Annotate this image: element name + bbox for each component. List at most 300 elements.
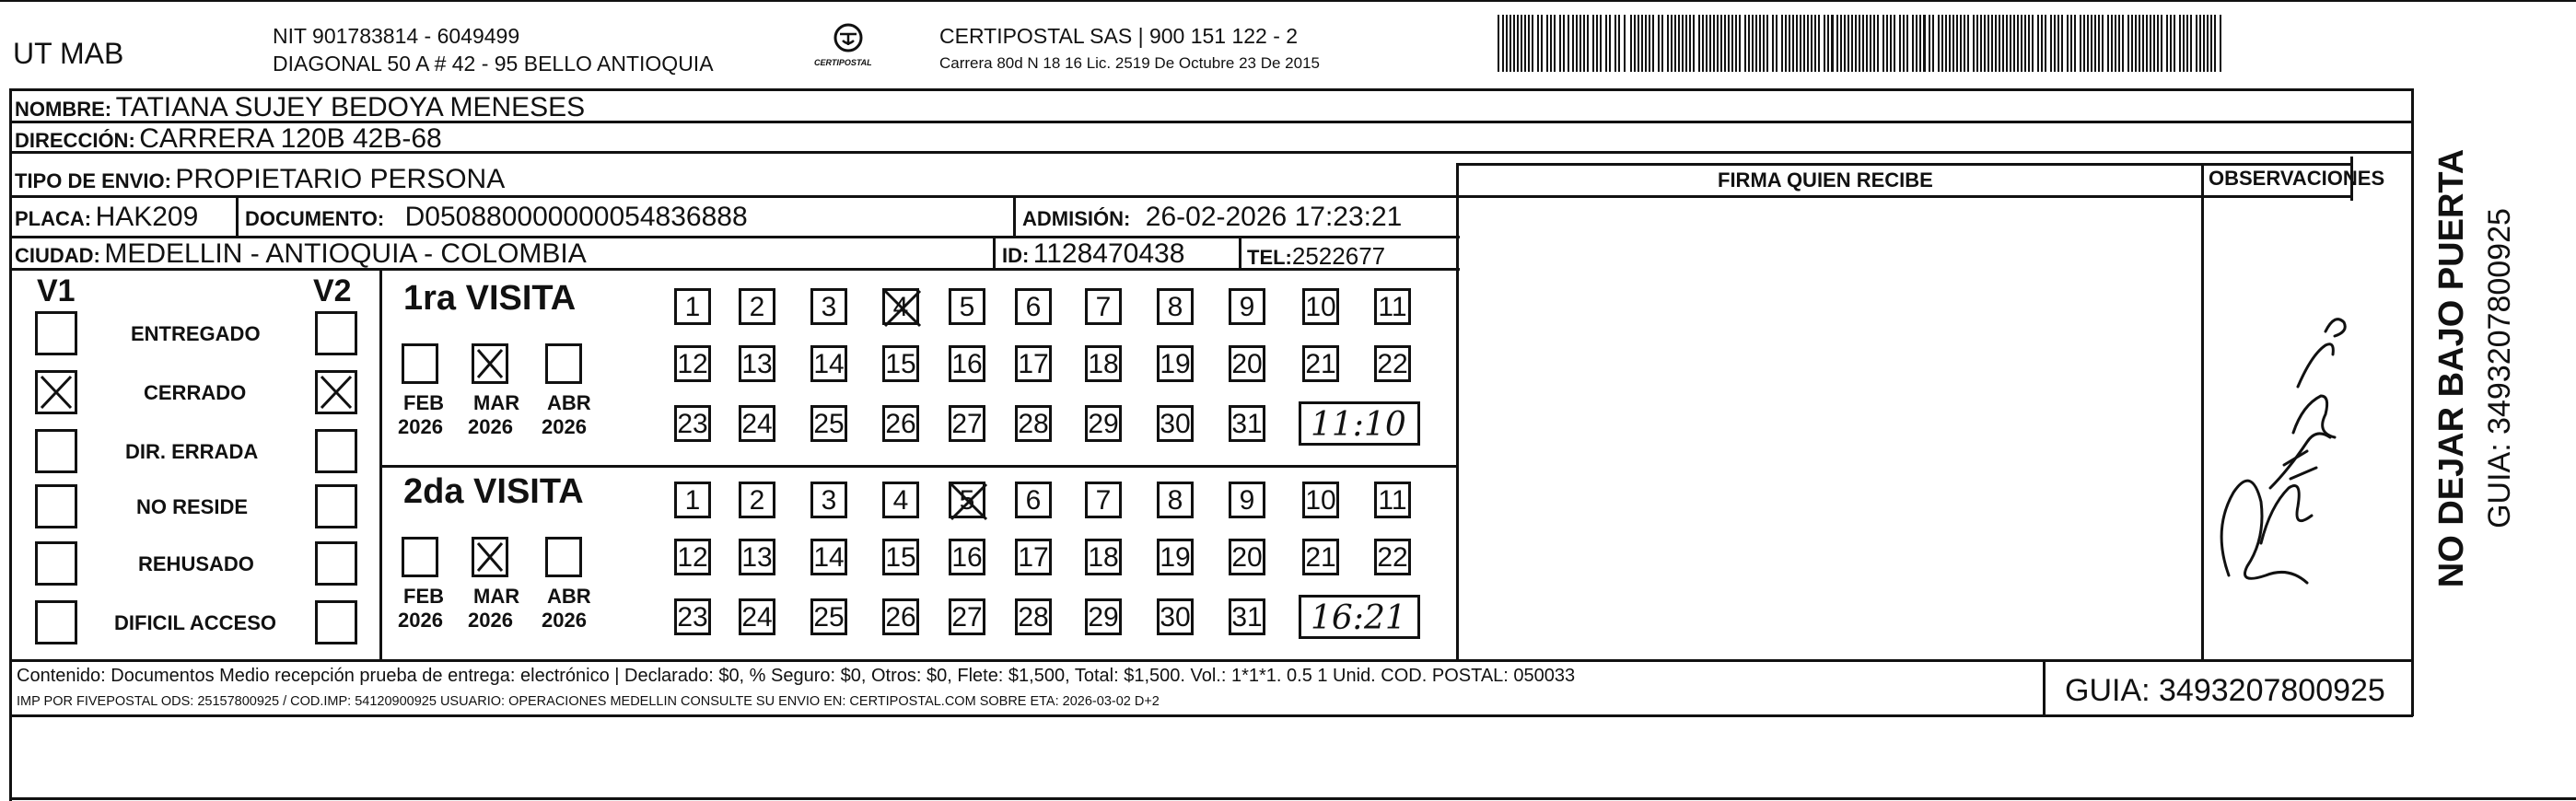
month-checkbox[interactable] — [402, 343, 438, 384]
status-label: ENTREGADO — [131, 322, 261, 345]
documento-row — [245, 203, 748, 231]
barcode-bar — [1873, 15, 1875, 72]
day-box[interactable] — [1229, 482, 1265, 518]
barcode-bar — [1550, 15, 1552, 72]
v1-checkbox[interactable] — [35, 370, 77, 414]
visit-title: 1ra VISITA — [403, 279, 577, 318]
day-box[interactable] — [1229, 345, 1265, 382]
day-box[interactable] — [1157, 345, 1194, 382]
barcode-bar — [1759, 15, 1761, 72]
company-name: UT MAB — [13, 37, 124, 70]
day-box[interactable] — [674, 482, 711, 518]
day-box[interactable] — [949, 345, 985, 382]
day-box[interactable] — [810, 405, 847, 442]
day-number: 17 — [1018, 349, 1049, 379]
row-line-3 — [9, 195, 2353, 198]
barcode-bar — [1724, 15, 1726, 72]
barcode-bar — [1984, 15, 1986, 72]
day-box[interactable] — [949, 288, 985, 325]
barcode-bar — [2214, 15, 2216, 72]
day-box[interactable] — [1085, 482, 1122, 518]
barcode-bar — [1685, 15, 1687, 72]
day-number: 6 — [1025, 292, 1042, 322]
month-checkbox[interactable] — [545, 343, 582, 384]
barcode-bar — [1713, 15, 1715, 72]
v2-header: V2 — [313, 273, 352, 308]
barcode-bar — [1532, 15, 1533, 72]
barcode-bar — [1912, 15, 1914, 72]
day-number: 1 — [684, 292, 701, 322]
handwritten-signature-icon — [2206, 267, 2353, 617]
barcode-bar — [1859, 15, 1860, 72]
ciudad-row — [15, 240, 587, 268]
barcode-bar — [2054, 15, 2056, 72]
visit-time-box[interactable] — [1299, 401, 1420, 446]
tipo-row — [15, 166, 505, 193]
day-number: 17 — [1018, 542, 1049, 573]
barcode-bar — [1976, 15, 1978, 72]
day-box[interactable] — [674, 345, 711, 382]
day-number: 12 — [677, 349, 708, 379]
barcode-bar — [1498, 15, 1499, 72]
day-number: 14 — [813, 542, 845, 573]
status-label: DIR. ERRADA — [125, 440, 259, 463]
day-box[interactable] — [1085, 405, 1122, 442]
day-number: 26 — [885, 602, 916, 633]
barcode-bar — [1513, 15, 1515, 72]
day-box[interactable] — [949, 539, 985, 575]
day-box[interactable] — [1374, 288, 1411, 325]
barcode-bar — [1634, 15, 1636, 72]
barcode-bar — [2161, 15, 2162, 72]
barcode-bar — [2122, 15, 2124, 72]
day-box[interactable] — [949, 482, 985, 518]
barcode-bar — [1906, 15, 1908, 72]
barcode-bar — [1579, 15, 1581, 72]
day-box[interactable] — [1229, 539, 1265, 575]
barcode-bar — [2139, 15, 2140, 72]
day-box[interactable] — [810, 598, 847, 635]
barcode-bar — [2002, 15, 2004, 72]
barcode-bar — [1658, 15, 1660, 72]
barcode-bar — [2196, 15, 2197, 72]
ciudad-label: CIUDAD: — [15, 244, 100, 267]
day-box[interactable] — [1157, 405, 1194, 442]
day-box[interactable] — [674, 405, 711, 442]
day-number: 6 — [1025, 485, 1042, 516]
barcode-bar — [1980, 15, 1982, 72]
month-year: 2026 — [398, 415, 443, 438]
barcode-bar — [1995, 15, 1997, 72]
day-number: 9 — [1239, 485, 1255, 516]
day-box[interactable] — [1015, 482, 1052, 518]
barcode-bar — [2061, 15, 2063, 72]
v1-checkbox[interactable] — [35, 429, 77, 473]
barcode-bar — [1524, 15, 1526, 72]
barcode-bar — [1827, 15, 1829, 72]
footer-top-line — [9, 659, 2413, 662]
barcode-bar — [1596, 15, 1598, 72]
barcode-bar — [1836, 15, 1838, 72]
day-box[interactable] — [1374, 539, 1411, 575]
day-box[interactable] — [739, 482, 775, 518]
barcode-bar — [1667, 15, 1669, 72]
barcode-bar — [1706, 15, 1708, 72]
barcode-bar — [1755, 15, 1757, 72]
barcode-bar — [1689, 15, 1691, 72]
barcode-bar — [1844, 15, 1846, 72]
side-guia-area — [2477, 110, 2524, 626]
day-number: 15 — [885, 542, 916, 573]
footer-imp: IMP POR FIVEPOSTAL ODS: 25157800925 / COD.IMP: 54120900925 USUARIO: OPERACIONES MEDELLIN CONSULTE SU ENVIO EN: CERTIPOSTAL.COM SOBRE ETA: 2026-03-02 D+2 — [17, 694, 1160, 709]
x-mark-icon — [38, 373, 75, 412]
barcode-bar — [2021, 15, 2022, 72]
day-box[interactable] — [1015, 345, 1052, 382]
day-box[interactable] — [1302, 288, 1339, 325]
barcode-bar — [1919, 15, 1921, 72]
day-number: 5 — [959, 485, 975, 516]
barcode-bar — [1521, 15, 1522, 72]
barcode-bar — [1728, 15, 1730, 72]
barcode-bar — [2135, 15, 2137, 72]
day-number: 13 — [741, 542, 773, 573]
lower-bottom-line — [9, 797, 2576, 800]
barcode-bar — [1967, 15, 1969, 72]
admision-value: 26-02-2026 17:23:21 — [1145, 202, 1403, 232]
barcode-bar — [1772, 15, 1774, 72]
footer-contenido: Contenido: Documentos Medio recepción prueba de entrega: electrónico | Declarado: $0, % Seguro: $0, Otros: $0, Flete: $1,500, Total: $1,500. Vol.: 1*1*1. 0.5 1 Unid. COD. POSTAL: 050033 — [17, 666, 1576, 686]
day-box[interactable] — [1374, 482, 1411, 518]
v1-checkbox[interactable] — [35, 600, 77, 644]
company-address: DIAGONAL 50 A # 42 - 95 BELLO ANTIOQUIA — [273, 52, 714, 75]
top-edge — [0, 0, 2576, 2]
visit-time-box[interactable] — [1299, 595, 1420, 639]
day-number: 3 — [821, 292, 837, 322]
visit-divider — [379, 465, 1459, 468]
day-number: 23 — [677, 602, 708, 633]
barcode-bar — [1890, 15, 1892, 72]
day-number: 23 — [677, 409, 708, 439]
day-number: 19 — [1160, 349, 1191, 379]
day-number: 18 — [1088, 349, 1119, 379]
frame-right-line — [2411, 88, 2414, 716]
day-box[interactable] — [882, 598, 919, 635]
barcode-bar — [1932, 15, 1934, 72]
barcode-bar — [2080, 15, 2081, 72]
barcode-bar — [1624, 15, 1626, 72]
day-box[interactable] — [882, 288, 919, 325]
barcode-bar — [1614, 15, 1616, 72]
barcode-bar — [2183, 15, 2185, 72]
barcode-bar — [1831, 15, 1834, 72]
day-number: 26 — [885, 409, 916, 439]
day-number: 30 — [1160, 409, 1191, 439]
day-box[interactable] — [882, 539, 919, 575]
barcode-bar — [1807, 15, 1809, 72]
nombre-row — [15, 94, 585, 122]
barcode-bar — [2150, 15, 2151, 72]
barcode-bar — [1763, 15, 1765, 72]
status-label: REHUSADO — [138, 552, 254, 575]
barcode-bar — [2142, 15, 2144, 72]
logo-text: CERTIPOSTAL — [814, 58, 872, 67]
day-box[interactable] — [810, 288, 847, 325]
firma-header: FIRMA QUIEN RECIBE — [1718, 168, 1933, 192]
day-number: 2 — [749, 485, 765, 516]
barcode-bar — [1546, 15, 1548, 72]
barcode-bar — [1638, 15, 1639, 72]
barcode-bar — [2131, 15, 2133, 72]
barcode-bar — [1671, 15, 1673, 72]
barcode-bar — [1702, 15, 1704, 72]
barcode-bar — [1559, 15, 1561, 72]
day-number: 12 — [677, 542, 708, 573]
carrier-logo — [810, 22, 886, 74]
barcode-bar — [1674, 15, 1676, 72]
day-number: 13 — [741, 349, 773, 379]
day-box[interactable] — [810, 345, 847, 382]
documento-label: DOCUMENTO: — [245, 207, 385, 230]
day-box[interactable] — [1157, 598, 1194, 635]
v2-checkbox[interactable] — [315, 429, 357, 473]
barcode-bar — [2199, 15, 2201, 72]
day-number: 20 — [1231, 542, 1263, 573]
barcode-bar — [2083, 15, 2085, 72]
day-box[interactable] — [1015, 539, 1052, 575]
barcode-bar — [2017, 15, 2019, 72]
barcode-bar — [1592, 15, 1594, 72]
barcode-bar — [1960, 15, 1962, 72]
barcode-bar — [1886, 15, 1888, 72]
barcode-bar — [2146, 15, 2148, 72]
visit-title: 2da VISITA — [403, 472, 584, 511]
barcode-bar — [1576, 15, 1578, 72]
v2-checkbox[interactable] — [315, 600, 357, 644]
day-number: 29 — [1088, 409, 1119, 439]
month-checkbox[interactable] — [472, 343, 508, 384]
day-box[interactable] — [674, 288, 711, 325]
day-number: 18 — [1088, 542, 1119, 573]
day-box[interactable] — [1229, 598, 1265, 635]
day-number: 10 — [1305, 292, 1336, 322]
day-box[interactable] — [739, 405, 775, 442]
day-number: 31 — [1231, 409, 1263, 439]
day-number: 11 — [1378, 292, 1407, 322]
day-box[interactable] — [739, 539, 775, 575]
day-box[interactable] — [1157, 288, 1194, 325]
day-number: 22 — [1377, 542, 1408, 573]
day-box[interactable] — [1157, 482, 1194, 518]
id-divider — [993, 238, 996, 270]
firma-left-line — [1456, 163, 1459, 660]
day-box[interactable] — [810, 539, 847, 575]
nombre-value: TATIANA SUJEY BEDOYA MENESES — [115, 92, 586, 122]
v2-checkbox[interactable] — [315, 484, 357, 528]
barcode-bar — [1938, 15, 1940, 72]
barcode-bar — [1630, 15, 1632, 72]
barcode-bar — [2220, 15, 2221, 72]
firma-top-line — [1456, 163, 2353, 166]
barcode-bar — [1973, 15, 1975, 72]
barcode-bar — [1563, 15, 1565, 72]
day-box[interactable] — [739, 345, 775, 382]
footer-guia: GUIA: 3493207800925 — [2065, 673, 2385, 708]
v1-checkbox[interactable] — [35, 541, 77, 586]
barcode-bar — [2067, 15, 2069, 72]
day-box[interactable] — [882, 345, 919, 382]
barcode-bar — [1517, 15, 1519, 72]
barcode-bar — [2098, 15, 2100, 72]
tel-label: TEL: — [1247, 246, 1292, 269]
barcode-bar — [1541, 15, 1543, 72]
frame-left-line — [9, 88, 12, 714]
v1-checkbox[interactable] — [35, 484, 77, 528]
day-number: 8 — [1167, 485, 1183, 516]
day-box[interactable] — [1085, 345, 1122, 382]
day-number: 16 — [951, 349, 983, 379]
lower-left-line — [9, 714, 12, 801]
barcode-bar — [2057, 15, 2059, 72]
barcode-bar — [2210, 15, 2212, 72]
barcode-bar — [2153, 15, 2155, 72]
barcode-bar — [1814, 15, 1816, 72]
footer-bottom-line — [9, 714, 2413, 717]
day-box[interactable] — [882, 405, 919, 442]
barcode-bar — [1682, 15, 1684, 72]
day-number: 20 — [1231, 349, 1263, 379]
observaciones-signature — [2206, 267, 2353, 617]
barcode-bar — [2013, 15, 2015, 72]
barcode-bar — [1766, 15, 1768, 72]
barcode-bar — [2107, 15, 2109, 72]
barcode-bar — [1824, 15, 1825, 72]
barcode-bar — [1903, 15, 1905, 72]
month-checkbox[interactable] — [545, 537, 582, 577]
day-box[interactable] — [1374, 345, 1411, 382]
barcode-bar — [2050, 15, 2052, 72]
barcode-bar — [2074, 15, 2076, 72]
barcode-bar — [1803, 15, 1805, 72]
day-number: 4 — [892, 292, 909, 322]
day-box[interactable] — [882, 482, 919, 518]
v1-header: V1 — [37, 273, 76, 308]
barcode-bar — [1609, 15, 1611, 72]
v1-checkbox[interactable] — [35, 311, 77, 355]
day-number: 19 — [1160, 542, 1191, 573]
day-number: 3 — [821, 485, 837, 516]
day-number: 24 — [741, 409, 773, 439]
barcode-bar — [1882, 15, 1884, 72]
barcode-bar — [1735, 15, 1737, 72]
month-year: 2026 — [542, 415, 587, 438]
company-nit: NIT 901783814 - 6049499 — [273, 24, 520, 48]
day-box[interactable] — [739, 598, 775, 635]
day-box[interactable] — [1302, 345, 1339, 382]
day-box[interactable] — [674, 539, 711, 575]
barcode-bar — [1866, 15, 1868, 72]
barcode-bar — [1583, 15, 1585, 72]
day-box[interactable] — [1229, 288, 1265, 325]
day-number: 27 — [951, 409, 983, 439]
day-number: 24 — [741, 602, 773, 633]
visit-time: 11:10 — [1311, 406, 1406, 444]
barcode-bar — [2032, 15, 2034, 72]
day-box[interactable] — [1302, 482, 1339, 518]
month-checkbox[interactable] — [402, 537, 438, 577]
barcode-bar — [1949, 15, 1951, 72]
barcode-bar — [1652, 15, 1654, 72]
tipo-value: PROPIETARIO PERSONA — [175, 164, 506, 194]
barcode-bar — [1506, 15, 1508, 72]
carrier-license: Carrera 80d N 18 16 Lic. 2519 De Octubre 23 De 2015 — [939, 54, 1320, 72]
v2-checkbox[interactable] — [315, 370, 357, 414]
day-box[interactable] — [1085, 539, 1122, 575]
barcode-bar — [1785, 15, 1787, 72]
barcode-bar — [1717, 15, 1719, 72]
barcode-bar — [1941, 15, 1943, 72]
day-number: 14 — [813, 349, 845, 379]
day-box[interactable] — [674, 598, 711, 635]
barcode-bar — [1600, 15, 1602, 72]
barcode-bar — [2094, 15, 2096, 72]
barcode-bar — [2190, 15, 2192, 72]
barcode-bar — [1698, 15, 1700, 72]
day-box[interactable] — [949, 598, 985, 635]
x-mark-icon — [881, 287, 924, 330]
day-box[interactable] — [1085, 598, 1122, 635]
day-number: 22 — [1377, 349, 1408, 379]
day-number: 29 — [1088, 602, 1119, 633]
barcode-icon — [1494, 13, 2231, 77]
day-box[interactable] — [1015, 598, 1052, 635]
v2-checkbox[interactable] — [315, 541, 357, 586]
barcode-bar — [1748, 15, 1750, 72]
barcode-bar — [1877, 15, 1879, 72]
x-mark-icon — [474, 346, 506, 381]
day-number: 30 — [1160, 602, 1191, 633]
status-label: CERRADO — [144, 381, 247, 404]
x-mark-icon — [948, 481, 990, 523]
v2-checkbox[interactable] — [315, 311, 357, 355]
barcode-bar — [1811, 15, 1813, 72]
day-box[interactable] — [1157, 539, 1194, 575]
tel-row — [1247, 244, 1385, 268]
tel-value: 2522677 — [1291, 242, 1386, 270]
barcode-bar — [1894, 15, 1895, 72]
observaciones-header: OBSERVACIONES — [2209, 167, 2385, 190]
day-number: 11 — [1378, 485, 1407, 516]
day-box[interactable] — [1085, 288, 1122, 325]
day-number: 25 — [813, 602, 845, 633]
barcode-bar — [1840, 15, 1842, 72]
barcode-bar — [2118, 15, 2120, 72]
barcode-bar — [2091, 15, 2092, 72]
day-box[interactable] — [1302, 539, 1339, 575]
barcode-bar — [2157, 15, 2159, 72]
barcode-bar — [1999, 15, 2000, 72]
day-box[interactable] — [1229, 405, 1265, 442]
day-box[interactable] — [739, 288, 775, 325]
barcode-bar — [1945, 15, 1947, 72]
day-box[interactable] — [810, 482, 847, 518]
day-box[interactable] — [949, 405, 985, 442]
barcode-bar — [1572, 15, 1574, 72]
month-checkbox[interactable] — [472, 537, 508, 577]
day-box[interactable] — [1015, 405, 1052, 442]
barcode-bar — [2006, 15, 2008, 72]
day-box[interactable] — [1015, 288, 1052, 325]
day-number: 1 — [684, 485, 701, 516]
